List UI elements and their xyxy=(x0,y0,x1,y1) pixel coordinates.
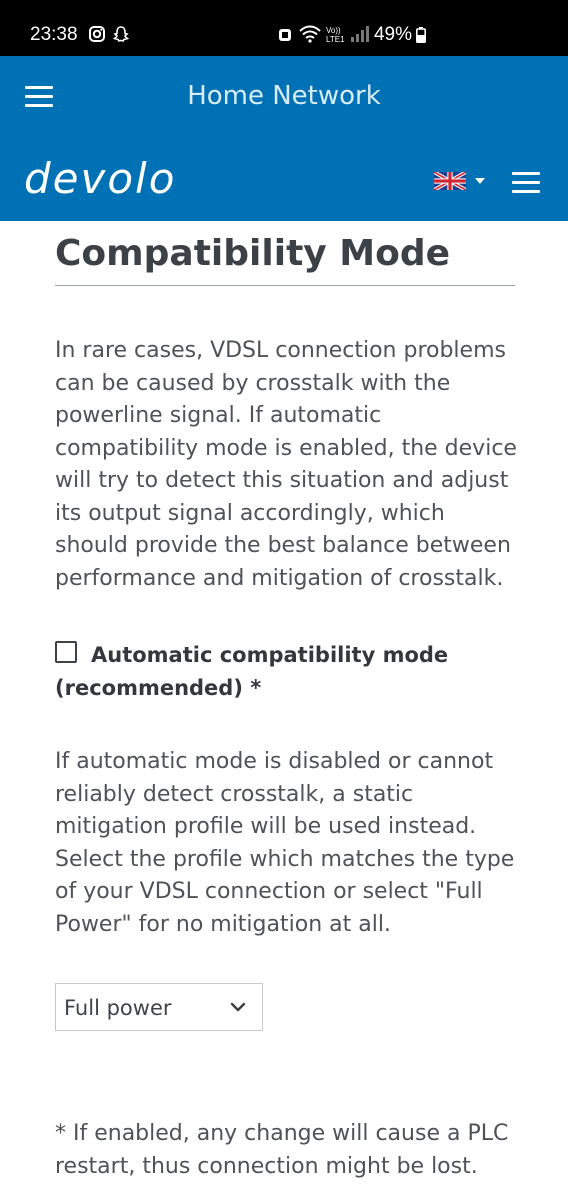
automatic-mode-checkbox[interactable] xyxy=(55,641,77,663)
intro-text: In rare cases, VDSL connection problems can be caused by crosstalk with the powerline signal. If automatic compatibility mode is enabled, the device will try to detect this situation and adjust its output signal accordingly, which should provide the best balance between performance and mitigation of crosstalk. xyxy=(55,338,517,591)
app-bar xyxy=(0,56,568,136)
brand-bar xyxy=(0,136,568,221)
battery-icon xyxy=(416,27,426,43)
selected-profile: Full power xyxy=(64,996,172,1020)
automatic-mode-label[interactable]: Automatic compatibility mode (recommended) * xyxy=(55,643,449,700)
restart-footnote: * If enabled, any change will cause a PLC restart, thus connection might be lost. xyxy=(55,1121,509,1179)
status-bar xyxy=(0,0,568,56)
signal-icon xyxy=(350,25,370,43)
mitigation-profile-select[interactable] xyxy=(55,983,263,1031)
automatic-mode-option[interactable] xyxy=(55,639,515,705)
chevron-down-icon xyxy=(230,1000,246,1014)
uk-flag-icon[interactable] xyxy=(434,172,466,190)
site-menu-button[interactable] xyxy=(512,172,540,194)
main-content xyxy=(55,221,517,1179)
language-dropdown-caret-icon[interactable] xyxy=(475,178,485,184)
network-label: Vo)) LTE1 xyxy=(326,26,345,44)
status-time: 23:38 xyxy=(30,24,78,45)
alarm-icon xyxy=(277,26,293,42)
snapchat-icon xyxy=(112,25,130,43)
hamburger-icon-line xyxy=(512,172,540,175)
app-title: Home Network xyxy=(187,81,381,111)
wifi-icon xyxy=(298,24,322,44)
instagram-icon xyxy=(88,25,106,43)
hamburger-icon-line xyxy=(512,190,540,193)
battery-percentage: 49% xyxy=(373,24,412,45)
status-left-icons xyxy=(88,25,130,43)
static-profile-text: If automatic mode is disabled or cannot reliably detect crosstalk, a static mitigation profile will be used instead. Select the profile which matches the type of your VDSL connection or select "Full Power" for no mitigation at all. xyxy=(55,749,515,937)
page-title: Compatibility Mode xyxy=(55,231,515,286)
devolo-logo: devolo xyxy=(24,154,177,203)
hamburger-icon-line xyxy=(512,181,540,184)
